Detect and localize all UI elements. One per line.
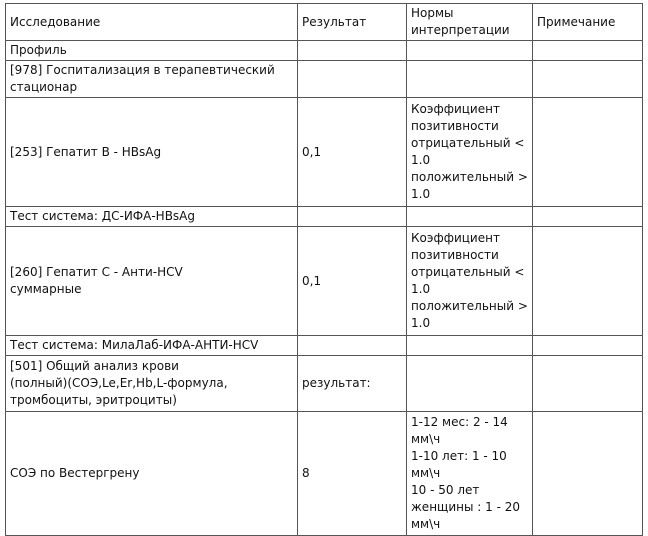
row-result: 8 [298, 412, 407, 536]
row-study: Профиль [6, 41, 298, 61]
row-note [533, 356, 643, 412]
table-row [6, 336, 643, 356]
header-norms: Нормы интерпретации [407, 4, 533, 41]
row-result: результат: [298, 356, 407, 412]
row-note [533, 207, 643, 227]
row-study: [260] Гепатит C - Анти-HCV суммарные [6, 227, 298, 336]
row-note [533, 41, 643, 61]
row-result [298, 207, 407, 227]
row-norms: Коэффициент позитивности отрицательный < 1.0 положительный > 1.0 [407, 227, 533, 336]
row-result [298, 61, 407, 98]
row-norms [407, 61, 533, 98]
row-result [298, 41, 407, 61]
row-study: СОЭ по Вестергрену [6, 412, 298, 536]
row-study: [253] Гепатит B - HBsAg [6, 98, 298, 207]
header-note: Примечание [533, 4, 643, 41]
row-norms [407, 207, 533, 227]
row-note [533, 98, 643, 207]
row-result [298, 336, 407, 356]
row-norms [407, 356, 533, 412]
table-row [6, 412, 643, 536]
table-header-row [6, 4, 643, 41]
row-norms [407, 336, 533, 356]
row-norms: Коэффициент позитивности отрицательный < 1.0 положительный > 1.0 [407, 98, 533, 207]
row-note [533, 412, 643, 536]
table-row [6, 98, 643, 207]
row-note [533, 61, 643, 98]
row-study: Тест система: МилаЛаб-ИФА-АНТИ-HCV [6, 336, 298, 356]
row-study: [501] Общий анализ крови (полный)(СОЭ,Le,Er,Hb,L-формула, тромбоциты, эритроциты) [6, 356, 298, 412]
table-row [6, 227, 643, 336]
row-result: 0,1 [298, 227, 407, 336]
row-result: 0,1 [298, 98, 407, 207]
row-note [533, 336, 643, 356]
row-norms [407, 41, 533, 61]
table-row [6, 61, 643, 98]
row-norms: 1-12 мес: 2 - 14 мм\ч 1-10 лет: 1 - 10 мм\ч 10 - 50 лет женщины : 1 - 20 мм\ч [407, 412, 533, 536]
header-result: Результат [298, 4, 407, 41]
row-note [533, 227, 643, 336]
lab-results-table [5, 3, 643, 536]
table-row [6, 356, 643, 412]
table-row [6, 207, 643, 227]
row-study: [978] Госпитализация в терапевтический стационар [6, 61, 298, 98]
row-study: Тест система: ДС-ИФА-HBsAg [6, 207, 298, 227]
header-study: Исследование [6, 4, 298, 41]
table-row [6, 41, 643, 61]
